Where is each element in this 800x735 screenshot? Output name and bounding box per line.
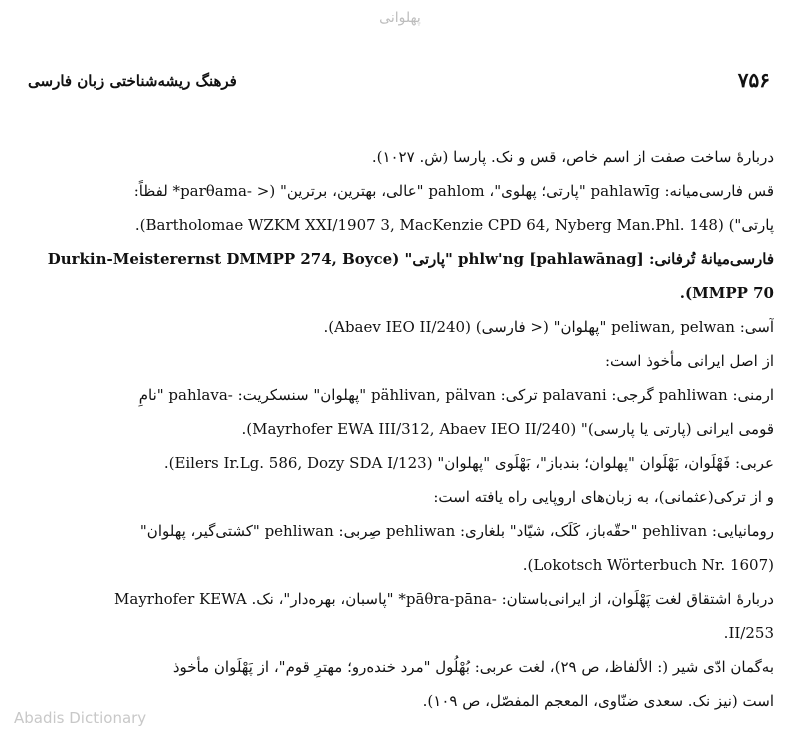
text-line: دربارهٔ ساخت صفت از اسم خاص، قس و نک. پارسا (ش. ۱۰۲۷). [371, 148, 774, 166]
text-line: رومانیایی: pehlivan "حقّه‌باز، کَلَک، شیّاد" بلغاری: pehliwan صِربی: pehliwan "کشتی‌گیر، پهلوان" [139, 522, 774, 540]
text-line: (Lokotsch Wörterbuch Nr. 1607). [522, 556, 774, 574]
watermark: Abadis Dictionary [14, 709, 147, 727]
text-line: عربی: فَهْلَوان، بَهْلَوان "پهلوان؛ بندباز"، بَهْلَوی "پهلوان" (Eilers Ir.Lg. 586, Dozy SDA I/123). [163, 454, 774, 472]
text-line: به‌گمان ادّی شیر (: الألفاظ، ص ۲۹)، لغت عربی: بُهْلُول "مرد خنده‌رو؛ مهترِ قوم"، از پَهْلَوان مأخوذ [172, 658, 774, 676]
text-line: از اصل ایرانی مأخوذ است: [604, 352, 774, 370]
text-line: آسی: peliwan, pelwan "پهلوان" (< فارسی) (Abaev IEO II/240). [323, 318, 774, 336]
text-line: و از ترکی(عثمانی)، به زبان‌های اروپایی راه یافته است: [433, 488, 774, 506]
entry-body [22, 140, 774, 718]
text-line: دربارهٔ اشتقاق لغت پَهْلَوان، از ایرانی‌باستان: -pāθra-pāna* "پاسبان، بهره‌دار"، نک. Mayrhofer KEWA [114, 590, 774, 608]
site-title: پهلوانی [379, 10, 421, 26]
text-line: پارتی") (Bartholomae WZKM XXI/1907 3, MacKenzie CPD 64, Nyberg Man.Phl. 148). [134, 216, 774, 234]
text-line: ارمنی: pahliwan گرجی: palavani ترکی: pählivan, pälvan "پهلوان" سنسکریت: -pahlava "نامِ [138, 386, 774, 404]
book-title: فرهنگ ریشه‌شناختی زبان فارسی [28, 72, 237, 90]
text-line: MMPP 70). [679, 284, 774, 302]
page-number: ۷۵۶ [737, 68, 770, 92]
text-line: فارسی‌میانهٔ تُرفانی: [pahlawānag] phlw'ng "پارتی" (Durkin-Meisterernst DMMPP 274, Boyce [47, 250, 774, 268]
text-line: قس فارسی‌میانه: pahlawīg "پارتی؛ پهلوی"، pahlom "عالی، بهترین، برترین" (< -parθama* لفظاً: [133, 182, 774, 200]
text-line: است (نیز نک. سعدی ضنّاوی، المعجم المفصّل، ص ۱۰۹). [422, 692, 774, 710]
text-line: قومی ایرانی (پارتی یا پارسی)" (Mayrhofer EWA III/312, Abaev IEO II/240). [241, 420, 774, 438]
text-line: II/253. [723, 624, 774, 642]
page-header [28, 68, 770, 96]
